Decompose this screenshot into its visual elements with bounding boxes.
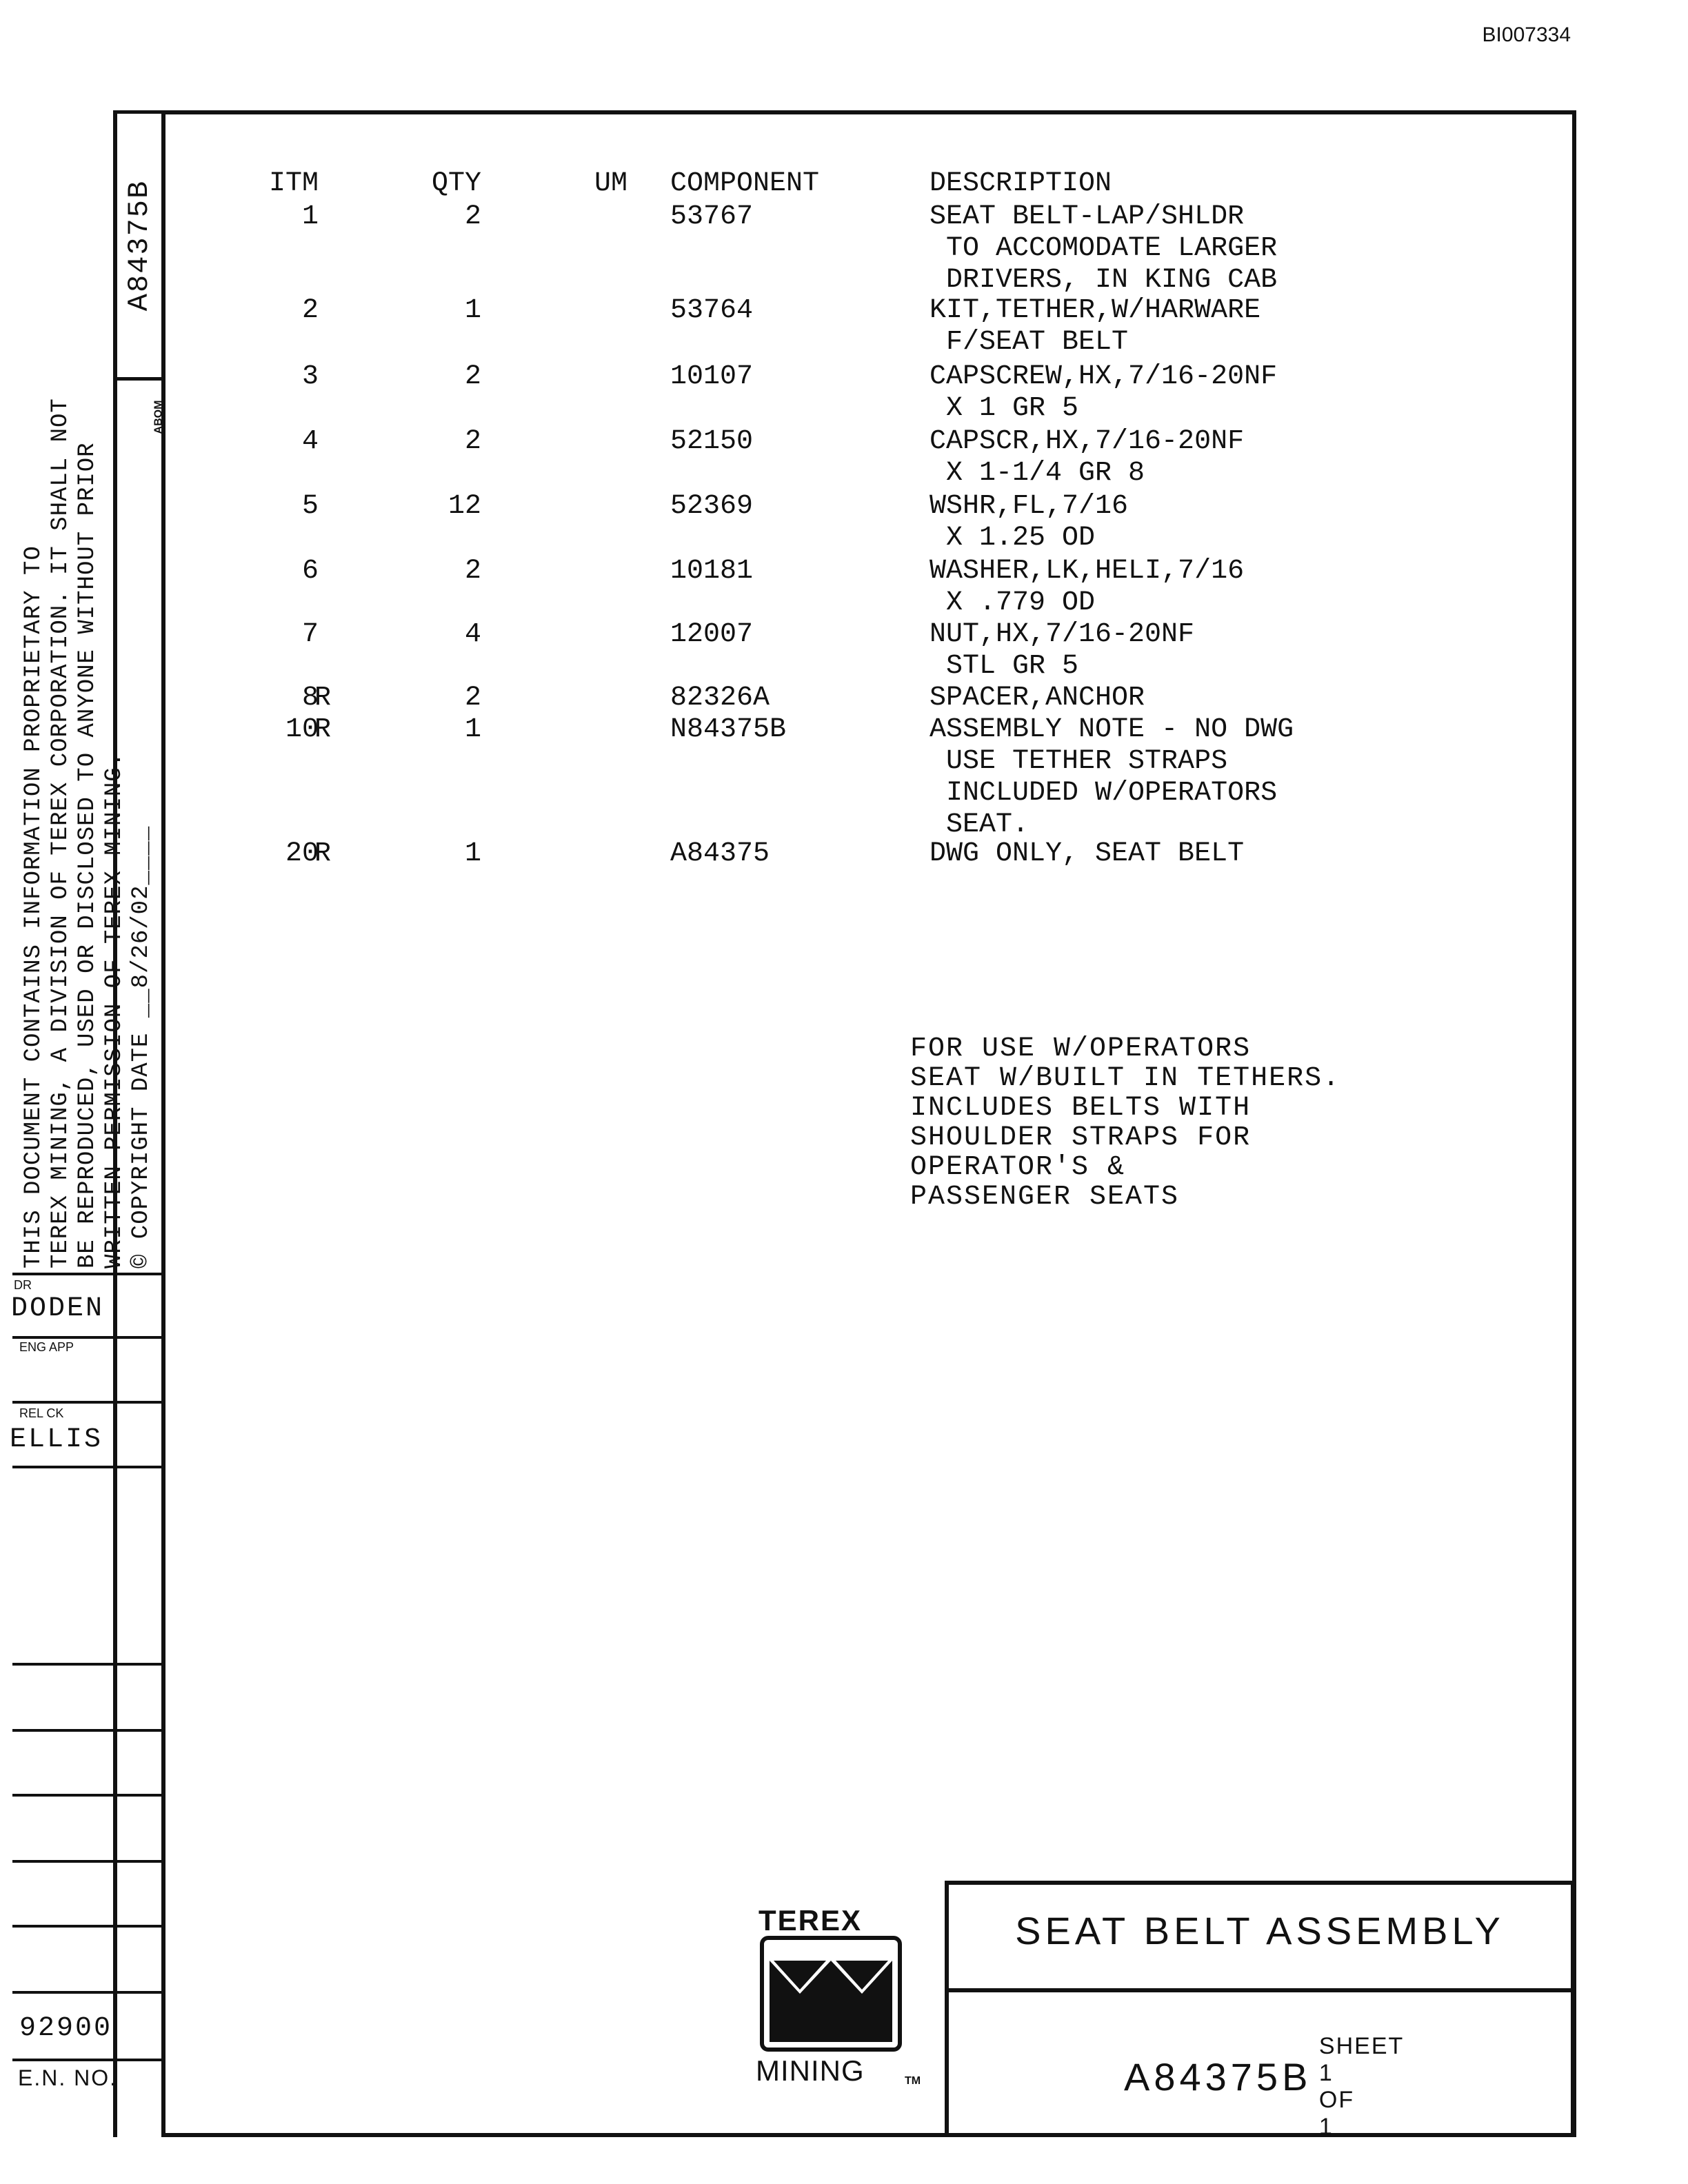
of-label: OF: [1318, 2087, 1355, 2113]
itm-cell: 10: [285, 714, 319, 745]
description-cell: ASSEMBLY NOTE - NO DWG USE TETHER STRAPS INCLUDED W/OPERATORS SEAT.: [930, 714, 1294, 840]
rel-ck-name: ELLIS: [10, 1424, 103, 1455]
signoff-divider: [12, 2059, 161, 2061]
header-description: DESCRIPTION: [930, 168, 1112, 199]
terex-logo-icon: [760, 1936, 902, 2052]
component-cell: 10181: [670, 556, 754, 587]
eng-app-label: ENG APP: [19, 1340, 74, 1354]
sheet-label: SHEET: [1318, 2033, 1405, 2059]
drawing-number: A84375B: [1124, 2055, 1312, 2099]
qty-cell: 2: [464, 682, 481, 714]
notice-line: WRITTEN PERMISSION OF TEREX MINING.: [101, 751, 128, 1268]
proprietary-notice: [21, 372, 155, 1268]
qty-cell: 4: [464, 619, 481, 650]
copyright-line: © COPYRIGHT DATE __8/26/02____: [128, 825, 154, 1268]
sheet-total: 1: [1318, 2114, 1334, 2140]
vertical-drawing-number: A84375B: [123, 179, 156, 312]
description-cell: WASHER,LK,HELI,7/16 X .779 OD: [930, 556, 1245, 618]
signoff-divider: [12, 1925, 161, 1928]
header-um: UM: [594, 168, 628, 199]
description-cell: CAPSCREW,HX,7/16-20NF X 1 GR 5: [930, 361, 1278, 424]
signoff-divider: [12, 1336, 161, 1339]
signoff-divider: [12, 1663, 161, 1666]
en-label: E.N. NO.: [18, 2065, 118, 2090]
description-cell: SEAT BELT-LAP/SHLDR TO ACCOMODATE LARGER DRIVERS, IN KING CAB: [930, 201, 1278, 296]
component-cell: 53767: [670, 201, 754, 232]
itm-cell: 5: [301, 491, 319, 522]
dr-name: DODEN: [11, 1293, 105, 1324]
header-component: COMPONENT: [670, 168, 820, 199]
itm-cell: 6: [301, 556, 319, 587]
qty-cell: 12: [448, 491, 481, 522]
signoff-divider: [12, 1401, 161, 1404]
logo-mining-text: MINING: [756, 2054, 865, 2087]
header-itm: ITM: [268, 168, 319, 199]
rel-ck-label: REL CK: [19, 1406, 64, 1420]
qty-cell: 1: [464, 714, 481, 745]
itm-cell: 3: [301, 361, 319, 392]
description-cell: KIT,TETHER,W/HARWARE F/SEAT BELT: [930, 295, 1261, 358]
itm-cell: 7: [301, 619, 319, 650]
qty-cell: 2: [464, 426, 481, 457]
qty-cell: 1: [464, 295, 481, 326]
en-number: 92900: [19, 2013, 113, 2044]
abom-label: ABOM: [152, 400, 165, 434]
qty-cell: 2: [464, 361, 481, 392]
component-cell: 52369: [670, 491, 754, 522]
notice-line: THIS DOCUMENT CONTAINS INFORMATION PROPRIETARY TO: [21, 545, 47, 1268]
signoff-divider: [12, 1729, 161, 1732]
vertical-drawing-number-box: [113, 110, 165, 381]
itm-cell: 8: [301, 682, 319, 714]
component-cell: N84375B: [670, 714, 787, 745]
assembly-note: FOR USE W/OPERATORS SEAT W/BUILT IN TETHERS. INCLUDES BELTS WITH SHOULDER STRAPS FOR OPERATOR'S & PASSENGER SEATS: [910, 1033, 1341, 1213]
document-id: BI007334: [1482, 23, 1571, 46]
component-cell: A84375: [670, 838, 770, 869]
drawing-frame: [161, 110, 1576, 2137]
signoff-divider: [12, 1794, 161, 1797]
description-cell: CAPSCR,HX,7/16-20NF X 1-1/4 GR 8: [930, 426, 1245, 489]
component-cell: 53764: [670, 295, 754, 326]
revision-flag-cell: R: [314, 682, 332, 714]
trademark-mark: TM: [905, 2075, 921, 2087]
itm-cell: 4: [301, 426, 319, 457]
itm-cell: 2: [301, 295, 319, 326]
description-cell: WSHR,FL,7/16 X 1.25 OD: [930, 491, 1129, 554]
signoff-divider: [12, 1466, 161, 1468]
description-cell: SPACER,ANCHOR: [930, 682, 1145, 714]
signoff-divider: [12, 1860, 161, 1863]
revision-flag-cell: R: [314, 838, 332, 869]
crown-icon: [764, 1940, 898, 2048]
signoff-divider: [12, 1991, 161, 1994]
drawing-title: SEAT BELT ASSEMBLY: [1015, 1909, 1505, 1952]
logo-terex-text: TEREX: [758, 1904, 863, 1937]
itm-cell: 1: [301, 201, 319, 232]
component-cell: 52150: [670, 426, 754, 457]
dr-label: DR: [14, 1278, 32, 1292]
revision-flag-cell: R: [314, 714, 332, 745]
title-block-divider: [945, 1988, 1575, 1992]
notice-line: TEREX MINING, A DIVISION OF TEREX CORPORATION. IT SHALL NOT: [48, 398, 74, 1268]
qty-cell: 2: [464, 556, 481, 587]
component-cell: 10107: [670, 361, 754, 392]
signoff-divider: [12, 1273, 161, 1275]
sheet-number: 1: [1318, 2060, 1334, 2086]
itm-cell: 20: [285, 838, 319, 869]
header-qty: QTY: [431, 168, 481, 199]
sheet-info: [1303, 2006, 1428, 2141]
description-cell: NUT,HX,7/16-20NF STL GR 5: [930, 619, 1195, 682]
description-cell: DWG ONLY, SEAT BELT: [930, 838, 1245, 869]
qty-cell: 1: [464, 838, 481, 869]
component-cell: 82326A: [670, 682, 770, 714]
qty-cell: 2: [464, 201, 481, 232]
notice-line: BE REPRODUCED, USED OR DISCLOSED TO ANYONE WITHOUT PRIOR: [74, 442, 101, 1268]
component-cell: 12007: [670, 619, 754, 650]
